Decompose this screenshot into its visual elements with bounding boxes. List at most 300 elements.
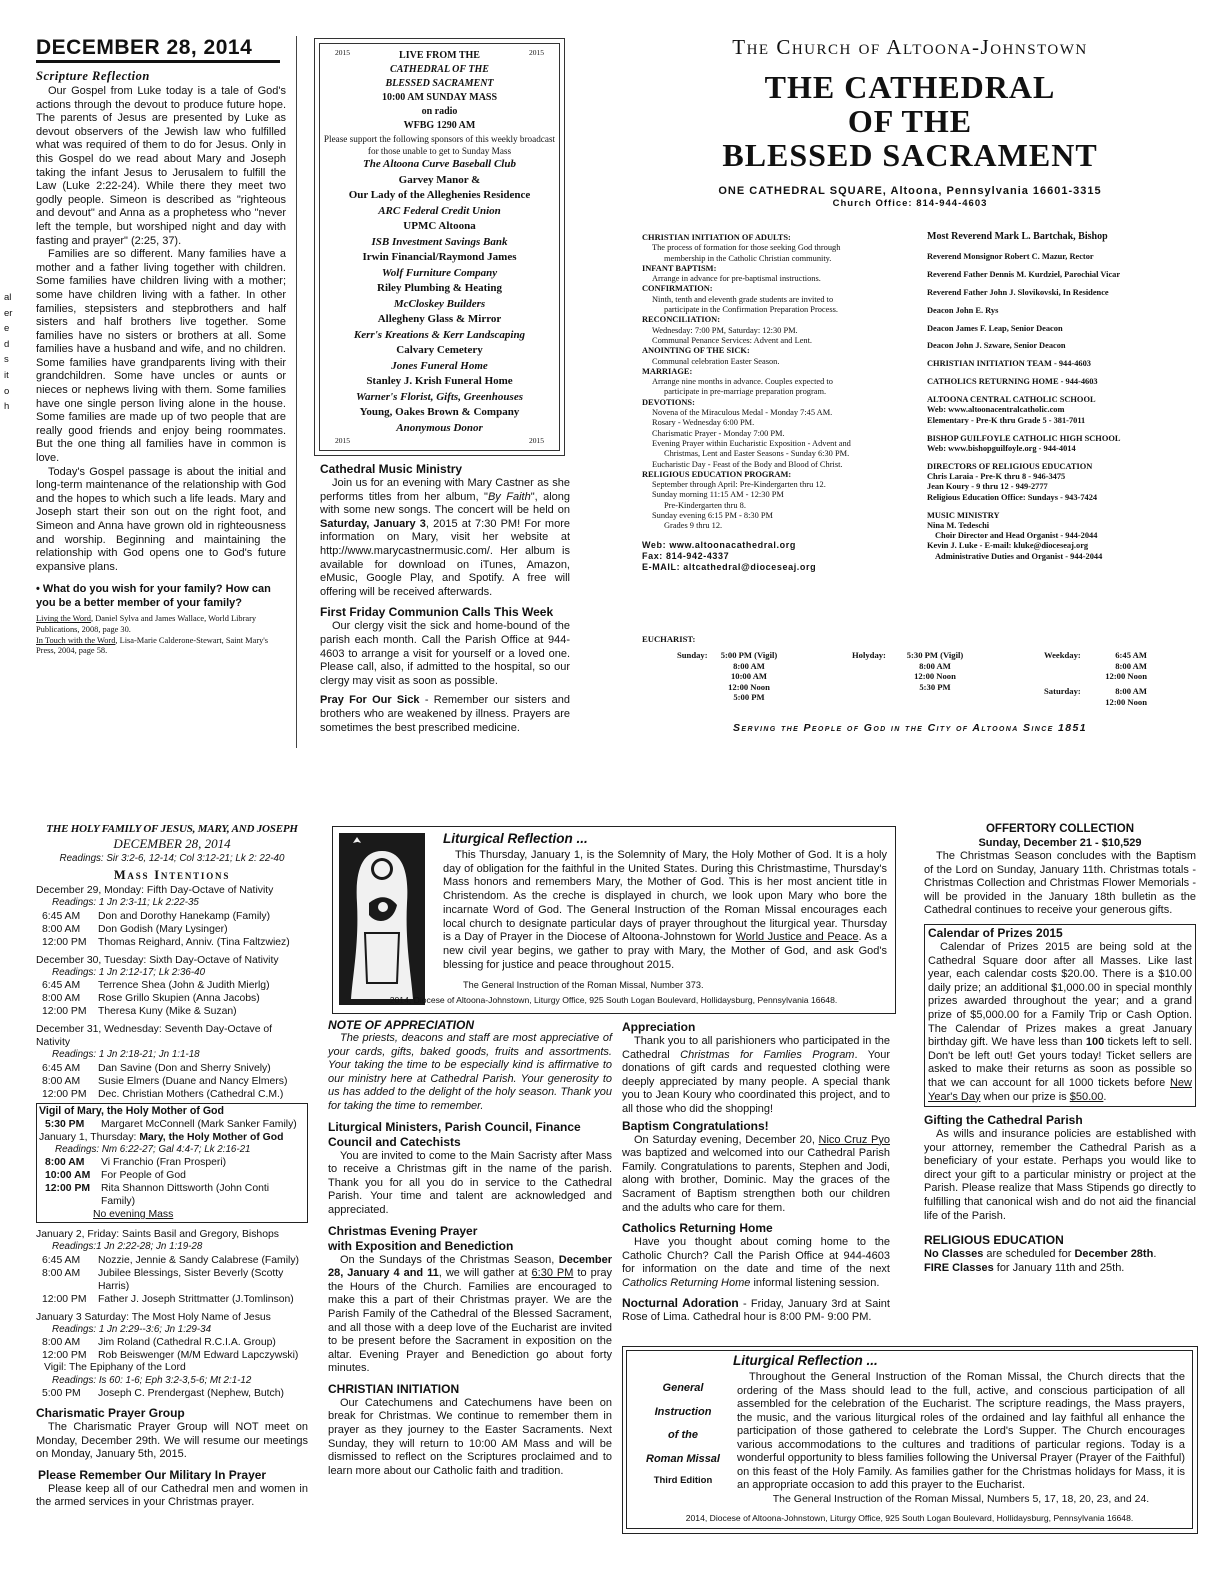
re-a3: December 28th (1074, 1248, 1154, 1261)
adoration-body (622, 1297, 890, 1325)
citation-1-rest: , Daniel Sylva and James Wallace, World Library Publications, 2008, page 30. (36, 614, 257, 634)
sponsor-item: Kerr's Kreations & Kerr Landscaping (353, 328, 526, 341)
weekday-time: 8:00 AM (1115, 660, 1147, 671)
directory-heading: INFANT BAPTISM: (642, 263, 717, 273)
school1-line: Elementary - Pre-K thru Grade 5 - 381-7011 (927, 415, 1086, 425)
intention-day-block (36, 1311, 308, 1363)
prizes-price: $50.00 (1069, 1090, 1104, 1103)
intention-readings: Readings: 1 Jn 2:18-21; Jn 1:1-18 (52, 1049, 200, 1060)
directory-line: Sunday morning 11:15 AM - 12:30 PM (652, 490, 784, 500)
staff-directory (927, 231, 1197, 570)
mass-time: 12:00 PM (42, 1350, 87, 1361)
sponsor-item: Our Lady of the Alleghenies Residence (348, 189, 531, 201)
mass-time: 12:00 PM (42, 1293, 87, 1305)
directory-line: Wednesday: 7:00 PM, Saturday: 12:30 PM. (652, 325, 798, 335)
clergy-item: Reverend Monsignor Robert C. Mazur, Rector (927, 252, 1094, 261)
liturgical-reflection-box-1 (332, 826, 896, 1014)
charismatic-title: Charismatic Prayer Group (36, 1406, 185, 1420)
website[interactable]: Web: www.altoonacathedral.org (642, 539, 796, 550)
radio-line-1: LIVE FROM THE (399, 50, 480, 61)
bishop: Most Reverend Mark L. Bartchak, Bishop (927, 231, 1108, 242)
intention-row (36, 1349, 308, 1362)
directory-line: Rosary - Wednesday 6:00 PM. (652, 418, 755, 428)
radio-line-6: WFBG 1290 AM (403, 120, 476, 131)
liturgical-reflection-box-2 (622, 1346, 1198, 1534)
sunday-time: 12:00 Noon (728, 681, 770, 692)
holyday-time: 5:30 PM (Vigil) (906, 650, 964, 660)
offertory-body: The Christmas Season concludes with the Baptism of the Lord on Sunday, January 11th. Christmas totals - Christmas Collection and Christmas Flower Memorials - will be provided in the January 18th bulletin as the Cathedral continues to receive your generous gifts. (924, 850, 1196, 917)
directory-line: Ninth, tenth and eleventh grade students are invited to (652, 294, 834, 304)
re-a1: No Classes (924, 1248, 984, 1261)
saturday-label: Saturday: (1044, 686, 1081, 696)
intention-row (36, 936, 308, 949)
edge-letter: al (4, 292, 12, 303)
sunday-label: Sunday: (677, 650, 708, 660)
directory-line: membership in the Catholic Christian community. (664, 253, 832, 263)
sunday-times (704, 650, 794, 703)
appr-b: . Your donations of gift cards and requested clothing were deeply appreciated by many people. A special thank you to Jean Koury who coordinated this project, and to all those who did the shopping! (622, 1048, 891, 1115)
gifting-title: Gifting the Cathedral Parish (924, 1113, 1083, 1128)
intention-day: December 31, Wednesday: Seventh Day-Octave of Nativity (36, 1024, 273, 1048)
lit2-side-line: Roman Missal (646, 1452, 720, 1465)
cathedral-title-1: THE CATHEDRAL (764, 69, 1056, 105)
baptism-body (622, 1134, 890, 1216)
mass-time: 6:45 AM (42, 910, 81, 922)
appr-program: Christmas for Famlies Program (680, 1048, 855, 1061)
school-1 (927, 395, 1197, 426)
directory-line: Grades 9 thru 12. (664, 521, 723, 531)
jan1-day-a: January 1, Thursday: (39, 1131, 140, 1143)
lit2-title: Liturgical Reflection ... (733, 1353, 878, 1368)
directory-heading: ANOINTING OF THE SICK: (642, 346, 750, 356)
military-body: Please keep all of our Cathedral men and women in the armed services in your Christmas prayer. (36, 1482, 308, 1509)
mass-time: 6:45 AM (42, 1062, 81, 1074)
mass-intention: Susie Elmers (Duane and Nancy Elmers) (98, 1075, 288, 1087)
sunday-time: 5:00 PM (733, 692, 765, 702)
citation-1-title: Living the Word (36, 614, 91, 624)
weekday-time: 12:00 Noon (1105, 671, 1147, 681)
music-ministry-section (320, 462, 570, 735)
ep-b: , we will gather at (438, 1267, 532, 1280)
lit2-cite: The General Instruction of the Roman Missal, Numbers 5, 17, 18, 20, 23, and 24. (772, 1493, 1150, 1505)
edge-letter: it (4, 369, 9, 381)
intention-row (36, 1088, 308, 1101)
holyday-time: 12:00 Noon (914, 671, 956, 681)
mass-time: 12:00 PM (42, 1006, 87, 1017)
right-column (924, 822, 1196, 1275)
epiphany-row (36, 1387, 308, 1400)
mass-intention: Nozzie, Jennie & Sandy Calabrese (Family) (98, 1254, 299, 1266)
lit2-side-line: Instruction (654, 1405, 712, 1418)
citation-2-rest: , Lisa-Marie Calderone-Stewart, Saint Mary's Press, 2004, page 58. (36, 635, 269, 656)
bulletin-date: DECEMBER 28, 2014 (36, 36, 280, 63)
radio-line-3: BLESSED SACRAMENT (385, 78, 494, 89)
music-a: Join us for an evening with Mary Castner as she performs titles from her album, " (320, 477, 570, 503)
appreciation-title: Appreciation (622, 1020, 696, 1034)
lit1-body-b: . As a new civil year begins, we gather to pray with Mary, the Mother of God, and ask God's blessing for justice and peace throughout 2015. (443, 931, 887, 971)
ep-time: 6:30 PM (531, 1267, 574, 1280)
year-tl: 2015 (335, 48, 350, 57)
mass-intention: Jim Roland (Cathedral R.C.I.A. Group) (98, 1337, 276, 1348)
music-line: Choir Director and Head Organist - 944-2044 (935, 531, 1098, 541)
column-divider (296, 36, 297, 748)
clergy-item: CATHOLICS RETURNING HOME - 944-4603 (927, 377, 1098, 387)
year-br: 2015 (529, 436, 544, 445)
bap-a: On Saturday evening, December 20, (634, 1133, 819, 1146)
directory-line: Christmas, Lent and Easter Seasons - Sunday 6:30 PM. (664, 449, 850, 459)
military-title: Please Remember Our Military In Prayer (38, 1467, 267, 1482)
directory-heading: RELIGIOUS EDUCATION PROGRAM: (642, 469, 792, 479)
religious-ed-line-2 (924, 1262, 1196, 1276)
mass-time: 6:45 AM (42, 980, 81, 991)
prizes-d: . (1103, 1090, 1107, 1103)
lit1-cite: The General Instruction of the Roman Missal, Number 373. (463, 980, 704, 990)
lit2-side-line: General (662, 1382, 704, 1394)
holyday-time: 8:00 AM (919, 660, 951, 671)
directory-line: Sunday evening 6:15 PM - 8:30 PM (652, 511, 773, 521)
directory-line: Charismatic Prayer - Monday 7:00 PM. (652, 428, 785, 438)
friday-title: First Friday Communion Calls This Week (320, 605, 554, 620)
scripture-paragraph-2: Families are so different. Many families have a mother and a father living together with children. Some families have children living with a mother; some have children living with a father. In other families, stepsisters and stepbrothers and half sisters and half brothers live together. Some families have no sisters or brothers at all. Some families have a husband and wife, and no children. Some families have grandparents living with their grandchildren. Some have uncles or aunts or nieces or nephews living with them. Some families have one single person living alone in the house. Some families are made up of two people that are really good friends and enjoy being roommates. But the one thing all families have in common is love. (36, 248, 286, 465)
directory-heading: CONFIRMATION: (642, 284, 713, 294)
citation-1 (36, 614, 286, 635)
mass-intention: Dec. Christian Mothers (Cathedral C.M.) (98, 1088, 284, 1100)
intention-row (36, 992, 308, 1005)
edge-letter: d (4, 338, 10, 350)
feast-date: DECEMBER 28, 2014 (113, 836, 231, 851)
re-b1: FIRE Classes (924, 1261, 994, 1274)
music-c: , 2015 at 7:30 PM! For more information on Mary, visit her website at http://www.marycastnermusic.com/. Her album is available for download on iTunes, Amazon, eMusic, Google Play, and Spotify. A free will offering will be received afterwards. (320, 517, 570, 598)
ret-program: Catholics Returning Home (622, 1276, 751, 1289)
ep-dates: December 28, January 4 and 11 (328, 1253, 612, 1280)
directory-line: September through April: Pre-Kindergarten thru 12. (652, 480, 826, 490)
sponsor-item: Warner's Florist, Gifts, Greenhouses (356, 390, 523, 403)
intention-row (36, 1062, 308, 1075)
feast-readings: Readings: Sir 3:2-6, 12-14; Col 3:12-21; Lk 2: 22-40 (59, 853, 285, 864)
jan1-day-b: Mary, the Holy Mother of God (139, 1131, 284, 1143)
intention-day: January 3 Saturday: The Most Holy Name of Jesus (36, 1311, 271, 1323)
directory-line: Communal Penance Services: Advent and Lent. (652, 335, 813, 345)
radio-text (323, 49, 556, 436)
sponsor-item: Stanley J. Krish Funeral Home (366, 375, 513, 387)
directory-heading: RECONCILIATION: (642, 315, 721, 325)
offertory-title: OFFERTORY COLLECTION (985, 823, 1134, 835)
sponsor-item: UPMC Altoona (403, 220, 476, 232)
intention-row (36, 1293, 308, 1306)
scripture-paragraph-3: Today's Gospel passage is about the initial and long-term maintenance of the relationship with God and the hopes to which such a life leads. Mary and Joseph start their son out on the right foot, and Simeon and Anna have grown old in righteousness and worship. Beginning and maintaining the relationship with God opens one to God's future expansive plans. (36, 465, 286, 573)
lit1-body-a: This Thursday, January 1, is the Solemnity of Mary, the Holy Mother of God. It is a holy day of obligation for the faithful in the United States. During this Christmastime, Thursday's Mass honors and remembers Mary, the Mother of God. This is her most ancient title in Christendom. As the creche is displayed in church, we look upon Mary who bore the incarnate Word of God. The General Instruction of the Roman Missal encourages each local church to designate particular days of prayer throughout the liturgical year. Thursday is a Day of Prayer in the Diocese of Altoona-Johnstown for (443, 849, 887, 944)
radio-line-5: on radio (421, 106, 458, 117)
intention-readings: Readings: 1 Jn 2:29--3:6; Jn 1:29-34 (52, 1323, 212, 1335)
intention-day: December 30, Tuesday: Sixth Day-Octave of Nativity (36, 954, 279, 966)
charismatic-body: The Charismatic Prayer Group will NOT meet on Monday, December 29th. We will resume our meetings on Monday, January 5th, 2015. (36, 1421, 308, 1461)
epiphany-intention: Joseph C. Prendergast (Nephew, Butch) (98, 1388, 284, 1399)
holyday-row (39, 1182, 305, 1208)
address: ONE CATHEDRAL SQUARE, Altoona, Pennsylvania 16601-3315 (718, 185, 1102, 197)
holy-day-box (36, 1103, 308, 1224)
christian-init-body: Our Catechumens and Catechumens have been on break for Christmas. We continue to remember them in prayer as they journey to the Easter Sacraments. Next Sunday, they will return to 10:00 AM Mass and will be dismissed to reflect on the Scriptures proclaimed and to learn more about our Catholic faith and tradition. (328, 1396, 612, 1477)
intention-row (36, 1267, 308, 1293)
radio-line-7: Please support the following sponsors of this weekly broadcast for those unable to get to Sunday Mass (323, 134, 556, 156)
school-2 (927, 434, 1197, 455)
sponsor-item: ARC Federal Credit Union (378, 204, 501, 217)
mass-time: 6:45 AM (42, 1254, 81, 1266)
sponsor-item: Calvary Cemetery (396, 344, 483, 356)
prizes-body (928, 941, 1192, 1104)
intention-day-block (36, 1228, 308, 1306)
mass-time: 8:00 AM (42, 1337, 81, 1348)
sponsor-item: Jones Funeral Home (391, 359, 488, 372)
saturday-time: 12:00 Noon (1105, 696, 1147, 707)
mass-intention: Jubilee Blessings, Sister Beverly (Scotty Harris) (98, 1267, 284, 1292)
scripture-paragraph-1: Our Gospel from Luke today is a tale of God's actions through the devout to produce future hope. The parents of Jesus are presented by Luke as devout observers of the Jewish law who fulfilled what was required of them to do for Jesus. Only in this Gospel do we read about Mary and Joseph taking the infant Jesus to Jerusalem to fulfill the Law (Luke 2:22-24). While there they meet two godly people. Simeon is described as "righteous and devout" and Anna as a prophetess who "never left the temple, but worshiped night and day with fasting and prayer" (2:25, 37). (36, 85, 286, 247)
vigil-intention: Margaret McConnell (Mark Sanker Family) (101, 1118, 297, 1130)
sponsor-list (323, 157, 556, 421)
lit2-side-line: of the (668, 1429, 698, 1441)
jan1-day (39, 1131, 305, 1144)
intention-day: December 29, Monday: Fifth Day-Octave of Nativity (36, 885, 274, 896)
prizes-count: 100 (1085, 1036, 1105, 1049)
music-album: By Faith (487, 490, 531, 503)
church-office: Church Office: 814-944-4603 (832, 198, 988, 209)
intention-row (36, 910, 308, 923)
year-bl: 2015 (335, 436, 350, 445)
religious-ed-title: RELIGIOUS EDUCATION (924, 1233, 1064, 1248)
vigil-time: 5:30 PM (45, 1118, 85, 1130)
cathedral-title-3: BLESSED SACRAMENT (722, 137, 1098, 173)
directory-line: Eucharistic Day - Feast of the Body and Blood of Christ. (652, 459, 843, 469)
sponsor-item: Allegheny Glass & Mirror (377, 313, 502, 325)
clergy-item: Deacon James F. Leap, Senior Deacon (927, 323, 1063, 333)
school1-line: ALTOONA CENTRAL CATHOLIC SCHOOL (927, 395, 1096, 405)
evening-prayer-title-1: Christmas Evening Prayer (328, 1223, 478, 1238)
re-a2: are scheduled for (983, 1248, 1075, 1261)
bap-b: was baptized and welcomed into our Cathedral Parish Family. Congratulations to parents, Stephen and Jodi, along with brother, Dominic. May the graces of the Sacrament of Baptism strengthen both our children and the adults who care for them. (622, 1147, 890, 1214)
intention-row (36, 1075, 308, 1088)
adoration-text: - Friday, January 3rd at Saint Rose of Lima. Cathedral hour is 8:00 PM- 9:00 PM. (622, 1297, 890, 1324)
music-line: Administrative Duties and Organist - 944-2044 (935, 551, 1103, 561)
directory-line: Evening Prayer within Eucharistic Exposition - Advent and (652, 438, 851, 448)
prizes-deadline: New Year's Day (928, 1076, 1192, 1103)
edge-letter: o (4, 385, 10, 397)
clergy-item: Deacon John E. Rys (927, 305, 999, 315)
no-evening-mass: No evening Mass (93, 1209, 174, 1220)
clergy-item: CHRISTIAN INITIATION TEAM - 944-4603 (927, 359, 1091, 369)
intention-row (36, 979, 308, 992)
scripture-column (36, 36, 286, 657)
music-ministry-staff (927, 511, 1197, 562)
religious-ed-line-1 (924, 1248, 1196, 1262)
lit1-footer: 2014, Diocese of Altoona-Johnstown, Liturgy Office, 925 South Logan Boulevard, Hollidaysburg, Pennsylvania 16648. (389, 995, 838, 1005)
sponsor-item: Wolf Furniture Company (381, 266, 498, 279)
ret-a: Have you thought about coming home to the Catholic Church? Call the Parish Office at 944-4603 for information on the date and time of the next (622, 1236, 890, 1276)
directory-line: Pre-Kindergarten thru 8. (664, 500, 746, 510)
school2-line: BISHOP GUILFOYLE CATHOLIC HIGH SCHOOL (927, 433, 1121, 443)
lit2-side-title (631, 1377, 735, 1471)
vigil-row (39, 1118, 305, 1131)
tagline: Serving the People of God in the City of Altoona Since 1851 (732, 722, 1088, 734)
intention-day-block (36, 954, 308, 1019)
evening-prayer-title-2: with Exposition and Benediction (328, 1238, 514, 1253)
intention-row (36, 1336, 308, 1349)
re-a4: . (1153, 1248, 1157, 1261)
intention-day-block (36, 884, 308, 949)
cut-off-edge-text (4, 290, 14, 415)
mass-time: 12:00 PM (45, 1183, 91, 1194)
friday-body: Our clergy visit the sick and home-bound of the parish each month. Call the Parish Office at 944-4603 to arrange a visit for yourself or a loved one. Please call, also, if admitted to the hospital, so our clergy may visit as soon as possible. (320, 620, 570, 687)
weekday-times (1097, 650, 1147, 682)
sunday-time: 10:00 AM (730, 671, 768, 681)
music-b: ", along with some new songs. The concert will be held on (320, 490, 570, 517)
church-name: The Church of Altoona-Johnstown (732, 35, 1088, 59)
sponsor-item: Irwin Financial/Raymond James (362, 251, 517, 263)
intention-row (36, 1005, 308, 1018)
returning-title: Catholics Returning Home (622, 1221, 773, 1236)
citation-2-title: In Touch with the Word (36, 635, 116, 645)
returning-body (622, 1236, 890, 1290)
feast-title: THE HOLY FAMILY OF JESUS, MARY, AND JOSEPH (46, 823, 298, 835)
radio-line-4: 10:00 AM SUNDAY MASS (381, 92, 498, 103)
middle-column-a (328, 1018, 612, 1478)
sick-body (320, 694, 570, 735)
directory-line: Communal celebration Easter Season. (652, 356, 780, 366)
bap-name: Nico Cruz Pyo (818, 1133, 890, 1146)
sponsor-item: The Altoona Curve Baseball Club (362, 158, 516, 170)
weekday-label: Weekday: (1044, 650, 1081, 660)
sunday-time: 8:00 AM (733, 660, 765, 671)
lit1-link: World Justice and Peace (735, 931, 859, 944)
dre-line: DIRECTORS OF RELIGIOUS EDUCATION (927, 461, 1093, 471)
ep-a: On the Sundays of the Christmas Season, (340, 1253, 559, 1266)
mass-time: 8:00 AM (42, 1267, 81, 1279)
directory-line: participate in pre-marriage preparation program. (664, 387, 827, 397)
jan1-readings: Readings: Nm 6:22-27; Gal 4:4-7; Lk 2:16-21 (55, 1143, 251, 1155)
mass-intention: Rose Grillo Skupien (Anna Jacobs) (98, 993, 260, 1004)
ministers-body: You are invited to come to the Main Sacristy after Mass to receive a Christmas gift in the name of the parish. Thank you for all you do in service to the Cathedral Parish. Your time and talent are acknowledged and appreciated. (328, 1149, 612, 1216)
note-appreciation-body: The priests, deacons and staff are most appreciative of your cards, gifts, baked goods, fruits and assortments. Your taking the time to be especially kind is affirmative to our ministry here at Cathedral Parish. Your generosity to us has added to the delight of the holy season. Thank you for taking the time to remember. (328, 1032, 612, 1112)
religious-ed-directors (927, 462, 1197, 503)
holyday-time: 5:30 PM (919, 681, 951, 692)
clergy-item: Reverend Father John J. Slovikovski, In Residence (927, 287, 1109, 297)
mass-intention: Dan Savine (Don and Sherry Snively) (98, 1062, 271, 1074)
sick-title: Pray For Our Sick (320, 694, 420, 707)
year-tr: 2015 (529, 48, 544, 57)
music-line: MUSIC MINISTRY (927, 510, 1000, 520)
mass-time: 12:00 PM (42, 1088, 87, 1100)
mass-intentions-title: Mass Intentions (113, 868, 231, 882)
intention-day: January 2, Friday: Saints Basil and Gregory, Bishops (36, 1229, 279, 1240)
fax: Fax: 814-942-4337 (642, 550, 730, 561)
appr-a: Thank you to all parishioners who participated in the Cathedral (622, 1035, 890, 1061)
sponsor-item: McCloskey Builders (393, 297, 486, 310)
contact-block (642, 540, 912, 573)
school2-line: Web: www.bishopguilfoyle.org - 944-4014 (927, 443, 1076, 453)
cathedral-title-2: OF THE (847, 103, 973, 139)
radio-sponsors-box (314, 38, 565, 456)
music-body (320, 477, 570, 599)
middle-column-b (622, 1020, 890, 1325)
vigil-epiphany: Vigil: The Epiphany of the Lord (44, 1362, 186, 1373)
mass-intention: Rob Beiswenger (M/M Edward Lapczywski) (98, 1350, 299, 1361)
mass-intention: Father J. Joseph Strittmatter (J.Tomlinson) (98, 1293, 294, 1305)
holyday-row (39, 1156, 305, 1169)
lit1-body (443, 849, 887, 972)
clergy-item: Deacon John J. Szware, Senior Deacon (927, 341, 1066, 351)
intention-readings: Readings: 1 Jn 2:3-11; Lk 2:22-35 (52, 897, 199, 908)
holyday-times (890, 650, 980, 692)
directory-heading: MARRIAGE: (642, 366, 693, 376)
mass-intention: Don and Dorothy Hanekamp (Family) (98, 910, 271, 922)
scripture-title: Scripture Reflection (36, 69, 150, 83)
mass-intention: Theresa Kuny (Mike & Suzan) (98, 1006, 237, 1017)
mass-time: 8:00 AM (42, 1075, 81, 1087)
intention-row (36, 923, 308, 936)
prizes-a: Calendar of Prizes 2015 are being sold at the Cathedral Square door after all Masses. Like last year, each calendar costs $20.00. There is a $10.00 daily prize; an additional $1,000.00 in special monthly prizes awarded throughout the year; and a grand prize of $5,000.00 for a Family Trip or Cash Option. The Calendar of Prizes makes a great January birthday gift. We have less than (928, 940, 1192, 1049)
prizes-title: Calendar of Prizes 2015 (928, 925, 1063, 940)
evening-prayer-body (328, 1254, 612, 1376)
intention-day-block (36, 1023, 308, 1101)
mass-intention: Rita Shannon Dittsworth (John Conti Family) (101, 1183, 270, 1207)
radio-line-2: CATHEDRAL OF THE (390, 64, 489, 75)
directory-heading: CHRISTIAN INITIATION OF ADULTS: (642, 233, 791, 242)
music-line: Kevin J. Luke - E-mail: kluke@dioceseaj.org (927, 541, 1089, 551)
lit2-footer: 2014, Diocese of Altoona-Johnstown, Liturgy Office, 925 South Logan Boulevard, Hollidaysburg, Pennsylvania 16648. (685, 1513, 1134, 1523)
baptism-title: Baptism Congratulations! (622, 1118, 769, 1133)
mass-intention: Terrence Shea (John & Judith Mierlg) (98, 980, 270, 991)
masthead (610, 34, 1210, 210)
ministers-title: Liturgical Ministers, Parish Council, Finance Council and Catechists (328, 1119, 581, 1149)
edge-letter: er (4, 307, 13, 319)
sponsor-item: ISB Investment Savings Bank (371, 235, 508, 248)
sponsor-item: Garvey Manor & (398, 173, 481, 186)
directory-line: Arrange in advance for pre-baptismal instructions. (652, 274, 821, 284)
school1-line: Web: www.altoonacentralcatholic.com (927, 405, 1065, 415)
holyday-label: Holyday: (852, 650, 886, 660)
eucharist-title: EUCHARIST: (642, 634, 696, 644)
edge-letter: e (4, 323, 10, 335)
mass-time: 12:00 PM (42, 936, 87, 948)
directory-line: The process of formation for those seeking God through (652, 243, 841, 253)
mass-time: 8:00 AM (45, 1157, 85, 1168)
note-appreciation-title: NOTE OF APPRECIATION (328, 1018, 475, 1032)
directory-line: Arrange nine months in advance. Couples expected to (652, 377, 833, 387)
lit1-title: Liturgical Reflection ... (443, 831, 588, 846)
music-line: Nina M. Tedeschi (927, 520, 990, 530)
ep-c: to pray the Hours of the Church. Families are encouraged to make this a part of their Christmas prayer. We are the Parish Family of the Cathedral of the Blessed Sacrament, and all those with a deep love of the Eucharist are invited to be present before the Sacrament in exposition on the altar. Evening Prayer and Benediction go about forty minutes. (328, 1267, 613, 1375)
mass-time: 8:00 AM (42, 923, 81, 935)
intention-readings: Readings: 1 Jn 2:12-17; Lk 2:36-40 (52, 966, 206, 978)
dre-line: Religious Education Office: Sundays - 943-7424 (927, 492, 1098, 502)
citation-2 (36, 636, 286, 657)
eucharist-schedule (642, 634, 1202, 714)
mass-intentions-column (36, 822, 308, 1510)
vigil-title: Vigil of Mary, the Holy Mother of God (39, 1104, 225, 1117)
mass-intention: For People of God (101, 1170, 186, 1181)
appreciation-body (622, 1035, 890, 1117)
edge-letter: s (4, 354, 9, 366)
mass-time: 10:00 AM (45, 1170, 91, 1181)
directory-line: participate in the Confirmation Preparation Process. (664, 305, 838, 315)
mass-intention: Vi Franchio (Fran Prosperi) (101, 1157, 227, 1168)
mass-time: 8:00 AM (42, 993, 81, 1004)
mass-intention: Thomas Reighard, Anniv. (Tina Faltzwiez) (98, 936, 290, 948)
sponsor-item: Riley Plumbing & Heating (377, 282, 502, 294)
mass-intention: Don Godish (Mary Lysinger) (98, 923, 228, 935)
christian-init-title: CHRISTIAN INITIATION (328, 1381, 460, 1396)
ret-b: informal listening session. (750, 1276, 880, 1289)
email[interactable]: E-MAIL: altcathedral@dioceseaj.org (642, 561, 817, 572)
directory-line: Novena of the Miraculous Medal - Monday 7:45 AM. (652, 408, 833, 418)
